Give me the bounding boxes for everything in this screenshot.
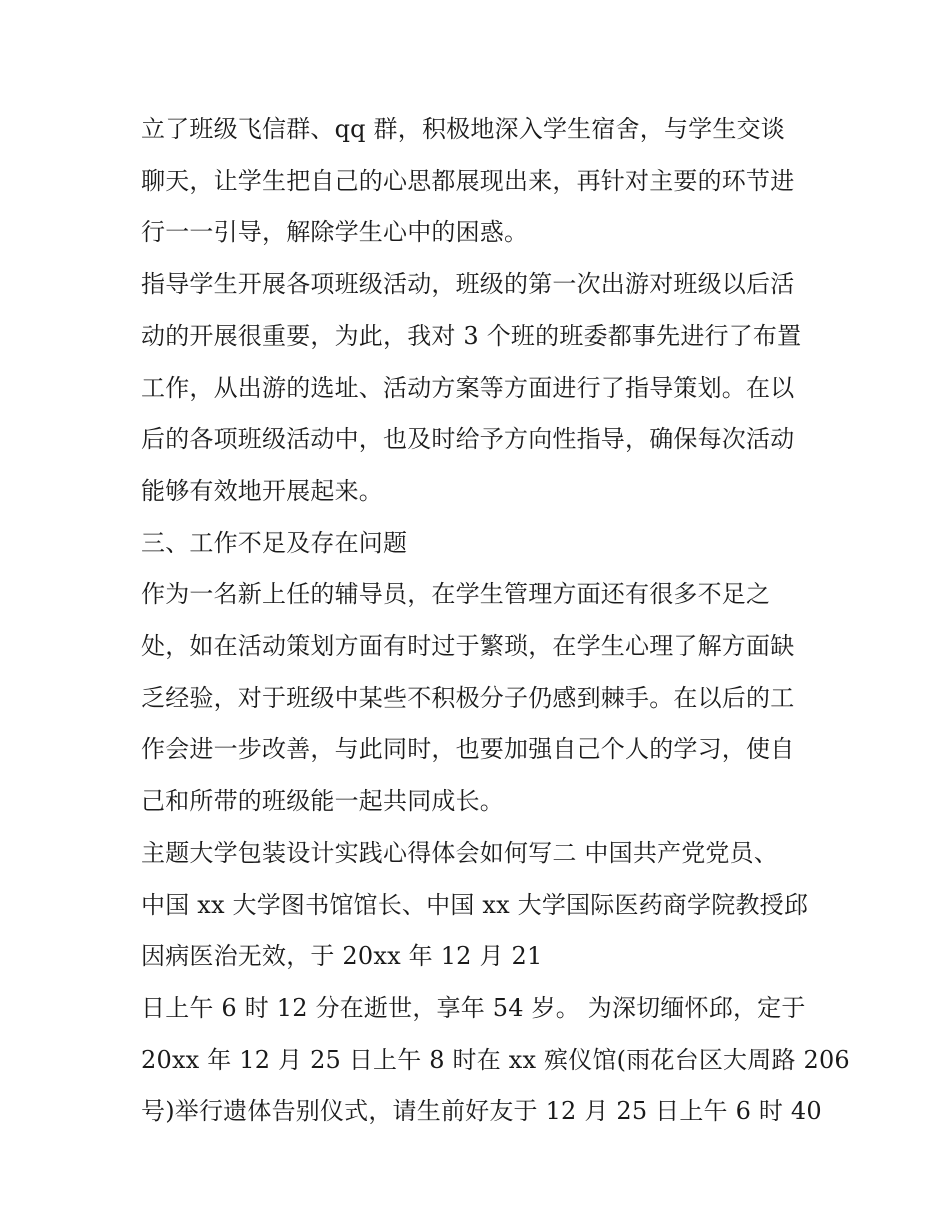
text-line: 处，如在活动策划方面有时过于繁琐，在学生心理了解方面缺 (141, 632, 795, 661)
text-line: 乏经验，对于班级中某些不积极分子仍感到棘手。在以后的工 (141, 683, 795, 712)
text-line: 动的开展很重要，为此，我对 3 个班的班委都事先进行了布置 (141, 321, 802, 350)
text-line: 作为一名新上任的辅导员，在学生管理方面还有很多不足之 (141, 580, 771, 609)
text-line: 因病医治无效，于 20xx 年 12 月 21 (141, 942, 543, 971)
body-text (141, 104, 850, 1138)
text-line: 行一一引导，解除学生心中的困惑。 (141, 218, 529, 247)
text-line: 后的各项班级活动中，也及时给予方向性指导，确保每次活动 (141, 425, 795, 454)
text-line: 立了班级飞信群、qq 群，积极地深入学生宿舍，与学生交谈 (141, 115, 785, 143)
text-line: 聊天，让学生把自己的心思都展现出来，再针对主要的环节进 (141, 166, 795, 195)
section-heading: 三、工作不足及存在问题 (141, 528, 408, 557)
text-line: 中国 xx 大学图书馆馆长、中国 xx 大学国际医药商学院教授邱 (141, 890, 809, 919)
text-line: 号)举行遗体告别仪式，请生前好友于 12 月 25 日上午 6 时 40 (141, 1097, 822, 1126)
text-line: 己和所带的班级能一起共同成长。 (141, 787, 504, 816)
text-line: 能够有效地开展起来。 (141, 476, 383, 505)
text-line: 工作，从出游的选址、活动方案等方面进行了指导策划。在以 (141, 373, 795, 402)
text-line: 指导学生开展各项班级活动，班级的第一次出游对班级以后活 (141, 270, 795, 299)
text-line: 日上午 6 时 12 分在逝世，享年 54 岁。 为深切缅怀邱，定于 (141, 993, 806, 1022)
text-line: 主题大学包装设计实践心得体会如何写二 中国共产党党员、 (141, 838, 779, 867)
text-line: 作会进一步改善，与此同时，也要加强自己个人的学习，使自 (141, 735, 795, 764)
text-line: 20xx 年 12 月 25 日上午 8 时在 xx 殡仪馆(雨花台区大周路 206 (141, 1045, 850, 1074)
